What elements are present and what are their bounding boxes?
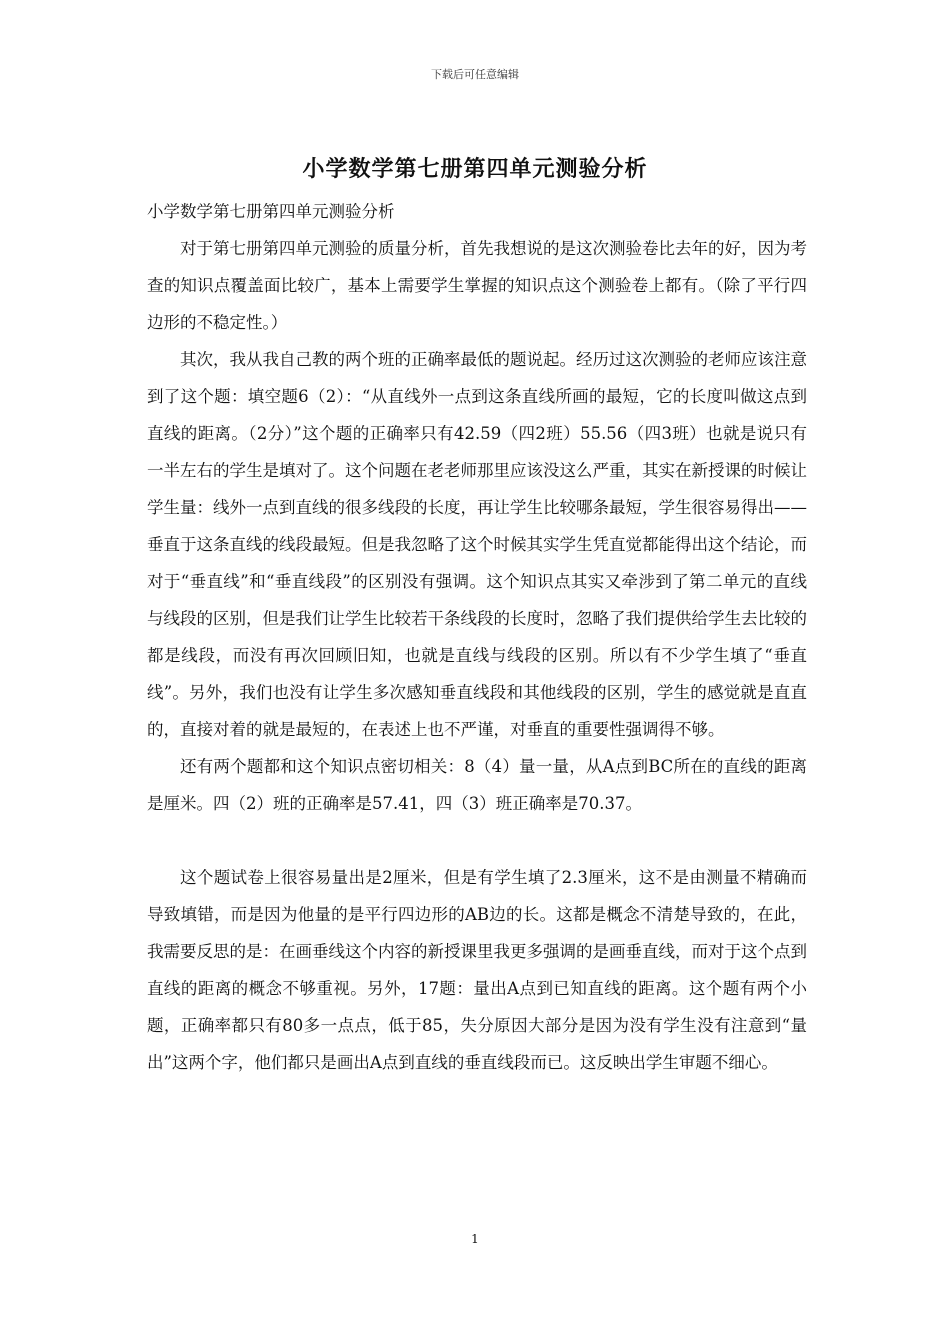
paragraph-analysis: 其次，我从我自己教的两个班的正确率最低的题说起。经历过这次测验的老师应该注意到了这个题：填空题6（2）：“从直线外一点到这条直线所画的最短，它的长度叫做这点到直线的距离。（2分）”这个题的正确率只有42.59（四2班）55.56（四3班）也就是说只有一半左右的学生是填对了。这个问题在老老师那里应该没这么严重，其实在新授课的时候让学生量：线外一点到直线的很多线段的长度，再让学生比较哪条最短，学生很容易得出——垂直于这条直线的线段最短。但是我忽略了这个时候其实学生凭直觉都能得出这个结论，而对于“垂直线”和“垂直线段”的区别没有强调。这个知识点其实又牵涉到了第二单元的直线与线段的区别，但是我们让学生比较若干条线段的长度时，忽略了我们提供给学生去比较的都是线段，而没有再次回顾旧知，也就是直线与线段的区别。所以有不少学生填了“垂直线”。另外，我们也没有让学生多次感知垂直线段和其他线段的区别，学生的感觉就是直直的，直接对着的就是最短的，在表述上也不严谨，对垂直的重要性强调得不够。 — [147, 350, 807, 739]
page-number: 1 — [471, 1232, 479, 1246]
paragraph-reflection: 这个题试卷上很容易量出是2厘米，但是有学生填了2.3厘米，这不是由测量不精确而导致填错，而是因为他量的是平行四边形的AB边的长。这都是概念不清楚导致的，在此，我需要反思的是：在画垂线这个内容的新授课里我更多强调的是画垂直线，而对于这个点到直线的距离的概念不够重视。另外，17题：量出A点到已知直线的距离。这个题有两个小题，正确率都只有80多一点点，低于85，失分原因大部分是因为没有学生没有注意到“量出”这两个字，他们都只是画出A点到直线的垂直线段而已。这反映出学生审题不细心。 — [147, 868, 807, 1072]
document-body — [147, 193, 807, 1081]
document-title: 小学数学第七册第四单元测验分析 — [302, 156, 648, 182]
paragraph-intro: 对于第七册第四单元测验的质量分析，首先我想说的是这次测验卷比去年的好，因为考查的知识点覆盖面比较广，基本上需要学生掌握的知识点这个测验卷上都有。（除了平行四边形的不稳定性。） — [147, 239, 807, 332]
header-note: 下载后可任意编辑 — [431, 68, 519, 81]
subtitle-paragraph: 小学数学第七册第四单元测验分析 — [147, 202, 395, 221]
paragraph-related-questions: 还有两个题都和这个知识点密切相关：8（4）量一量，从A点到BC所在的直线的距离是厘米。四（2）班的正确率是57.41，四（3）班正确率是70.37。 — [147, 757, 807, 813]
blank-line — [147, 822, 807, 859]
